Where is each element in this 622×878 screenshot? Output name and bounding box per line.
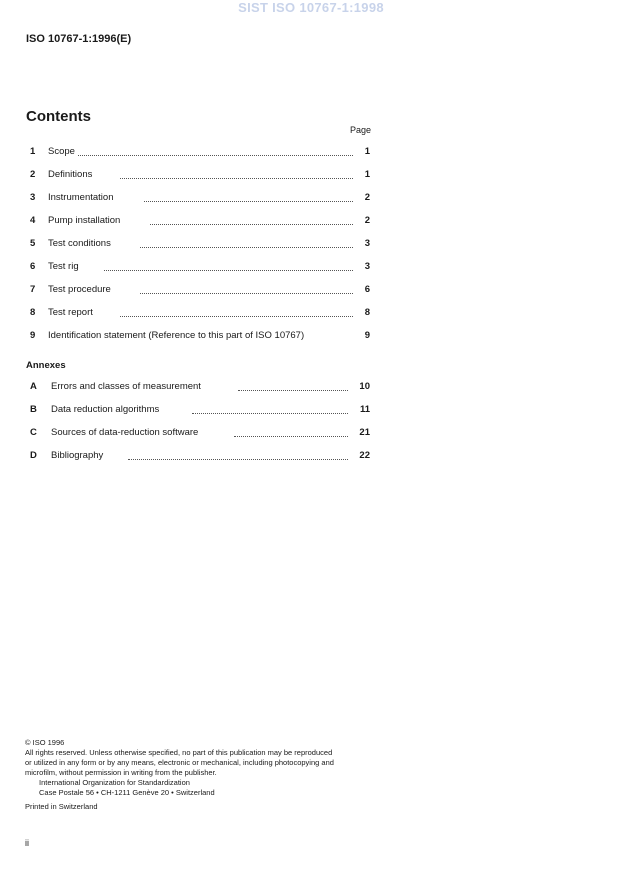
toc-entry-number: 6 [30,261,36,272]
toc-entry-number: 8 [30,307,36,318]
annex-page: 21 [359,427,370,438]
annex-entry-c[interactable] [30,427,370,441]
toc-entry-test-rig[interactable] [30,261,370,275]
toc-entry-title: Identification statement (Reference to this part of ISO 10767) [48,330,305,341]
annex-letter: D [30,450,37,461]
toc-entry-test-conditions[interactable] [30,238,370,252]
organization-address: Case Postale 56 • CH-1211 Genève 20 • Switzerland [39,788,215,797]
toc-entry-pump-installation[interactable] [30,215,370,229]
toc-entry-title: Definitions [48,169,93,180]
annex-letter: B [30,404,37,415]
annex-letter: C [30,427,37,438]
annex-title: Data reduction algorithms [51,404,160,415]
toc-entry-title: Test report [48,307,93,318]
watermark: SIST ISO 10767-1:1998 [238,0,384,15]
annex-title: Errors and classes of measurement [51,381,201,392]
toc-entry-page: 2 [364,192,370,203]
toc-entry-number: 7 [30,284,36,295]
toc-entry-page: 2 [364,215,370,226]
copyright-line: © ISO 1996 [25,738,65,747]
toc-entry-instrumentation[interactable] [30,192,370,206]
toc-entry-number: 2 [30,169,36,180]
toc-entry-page: 1 [364,169,370,180]
page-number: ii [25,838,29,848]
dot-leader [140,293,353,294]
toc-entry-test-procedure[interactable] [30,284,370,298]
printed-in: Printed in Switzerland [25,802,98,811]
dot-leader [238,390,348,391]
toc-entry-title: Pump installation [48,215,121,226]
annex-title: Bibliography [51,450,104,461]
toc-entry-test-report[interactable] [30,307,370,321]
dot-leader [120,316,353,317]
annex-entry-b[interactable] [30,404,370,418]
copyright-text: or utilized in any form or by any means, electronic or mechanical, including photocopying and [25,758,334,767]
page-column-label: Page [350,125,372,135]
dot-leader [234,436,348,437]
annex-page: 22 [359,450,370,461]
annex-title: Sources of data-reduction software [51,427,199,438]
dot-leader [128,459,348,460]
dot-leader [78,155,353,156]
toc-entry-number: 1 [30,146,36,157]
toc-entry-number: 9 [30,330,36,341]
toc-entry-title: Test rig [48,261,79,272]
dot-leader [140,247,353,248]
document-id: ISO 10767-1:1996(E) [26,33,132,45]
annex-page: 11 [359,404,370,415]
dot-leader [120,178,353,179]
toc-entry-number: 5 [30,238,36,249]
toc-entry-title: Scope [48,146,75,157]
annex-page: 10 [359,381,370,392]
dot-leader [104,270,353,271]
toc-entry-identification-statement[interactable] [30,330,370,344]
organization-name: International Organization for Standardization [39,778,190,787]
dot-leader [144,201,353,202]
toc-entry-page: 8 [364,307,370,318]
toc-entry-page: 3 [364,238,370,249]
toc-entry-number: 3 [30,192,36,203]
annex-entry-d[interactable] [30,450,370,464]
copyright-text: All rights reserved. Unless otherwise specified, no part of this publication may be reproduced [25,748,333,757]
toc-entry-page: 3 [364,261,370,272]
toc-entry-page: 1 [364,146,370,157]
toc-entry-title: Test conditions [48,238,111,249]
toc-entry-page: 6 [364,284,370,295]
dot-leader [150,224,353,225]
annex-letter: A [30,381,37,392]
toc-entry-definitions[interactable] [30,169,370,183]
contents-title: Contents [26,108,91,125]
toc-entry-scope[interactable] [30,146,370,160]
toc-entry-title: Instrumentation [48,192,114,203]
copyright-notice [25,738,375,812]
toc-entry-page: 9 [364,330,370,341]
toc-entry-title: Test procedure [48,284,111,295]
copyright-text: microfilm, without permission in writing from the publisher. [25,768,217,777]
dot-leader [192,413,348,414]
toc-entry-number: 4 [30,215,36,226]
annex-entry-a[interactable] [30,381,370,395]
annexes-title: Annexes [26,360,66,371]
